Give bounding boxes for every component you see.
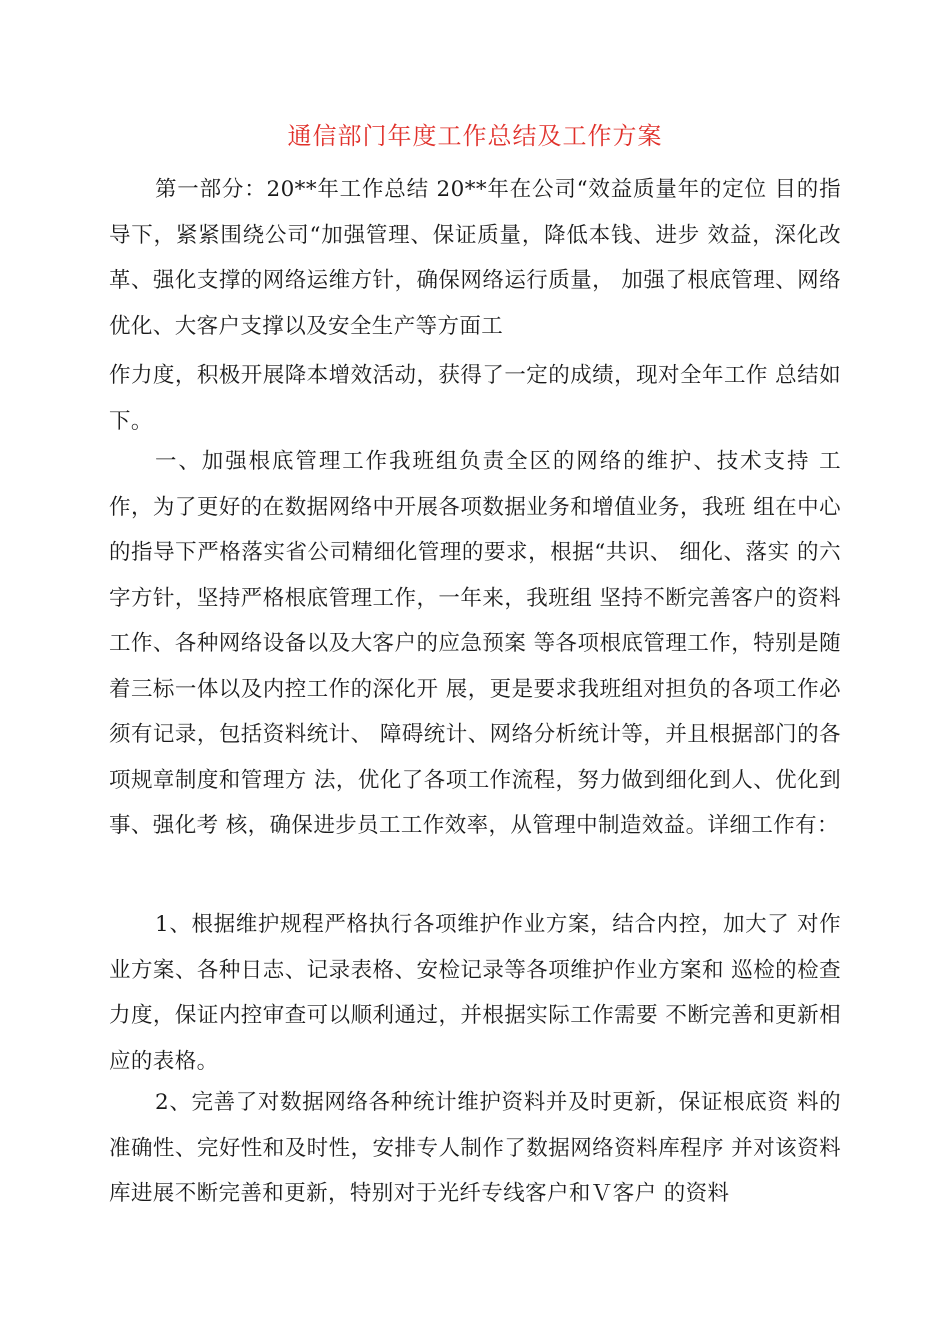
paragraph-item-1: 1、根据维护规程严格执行各项维护作业方案，结合内控，加大了 对作业方案、各种日志、记录表格、安检记录等各项维护作业方案和 巡检的检查力度，保证内控审查可以顺利通过，并根据实际工作需要 不断完善和更新相应的表格。 [109, 912, 841, 1074]
paragraph-basic-management: 一、加强根底管理工作我班组负责全区的网络的维护、技术支持 工作，为了更好的在数据网络中开展各项数据业务和增值业务，我班 组在中心的指导下严格落实省公司精细化管理的要求，根据“共识、 细化、落实 的六字方针，坚持严格根底管理工作，一年来，我班组 坚持不断完善客户的资料工作、各种网络设备以及大客户的应急预案 等各项根底管理工作，特别是随着三标一体以及内控工作的深化开 展，更是要求我班组对担负的各项工作必须有记录，包括资料统计、 障碍统计、网络分析统计等，并且根据部门的各项规章制度和管理方 法，优化了各项工作流程，努力做到细化到人、优化到事、强化考 核，确保进步员工工作效率，从管理中制造效益。详细工作有： [109, 449, 841, 838]
paragraph-part-one-continued: 作力度，积极开展降本增效活动，获得了一定的成绩，现对全年工作 总结如下。 [109, 363, 841, 434]
paragraph-part-one-intro: 第一部分：20**年工作总结 20**年在公司“效益质量年的定位 目的指导下，紧紧围绕公司“加强管理、保证质量，降低本钱、进步 效益，深化改革、强化支撑的网络运维方针，确保网络运行质量， 加强了根底管理、网络优化、大客户支撑以及安全生产等方面工 [109, 177, 841, 339]
document-title: 通信部门年度工作总结及工作方案 [287, 122, 663, 150]
paragraph-item-2: 2、完善了对数据网络各种统计维护资料并及时更新，保证根底资 料的准确性、完好性和及时性，安排专人制作了数据网络资料库程序 并对该资料库进展不断完善和更新，特别对于光纤专线客户和Ｖ客户 的资料 [109, 1090, 841, 1206]
